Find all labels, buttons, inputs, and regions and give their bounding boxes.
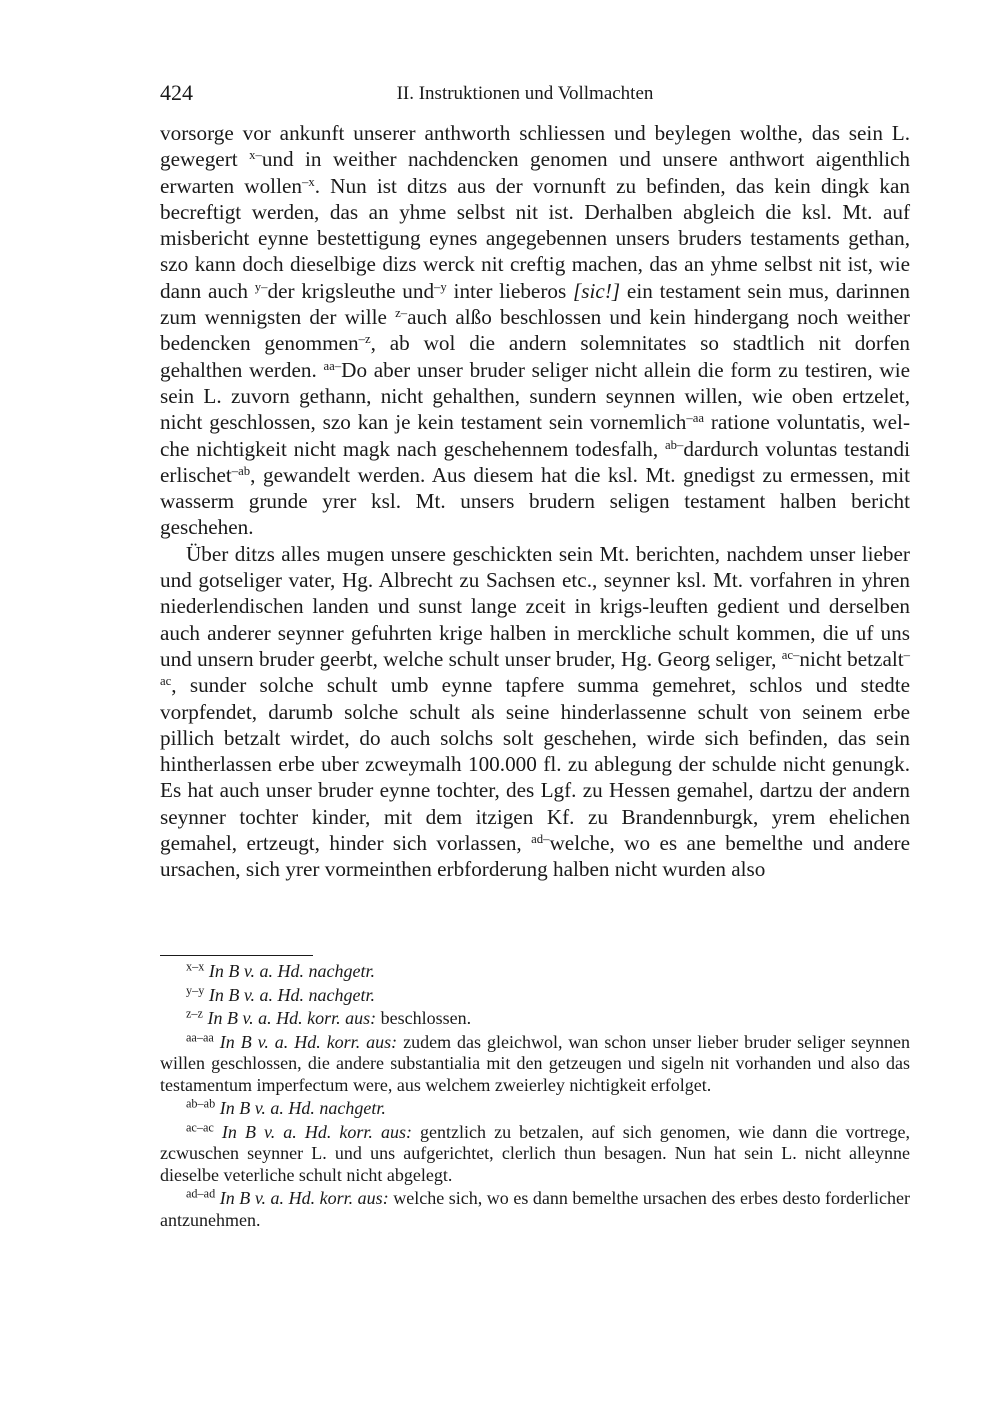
- footnote-mark: z–z: [186, 1006, 203, 1021]
- footnote: [160, 1119, 910, 1187]
- text-run: , ab wol die andern solemnitates so stadtlich nit dorfen gehalthen werden.: [160, 331, 910, 382]
- text-run: und in weither nachdencken genomen und unsere anthwort aigenthlich erwarten wollen: [160, 147, 910, 198]
- text-run: . Nun ist ditzs aus der vornunft zu befinden, das kein dingk kan becreftigt werden, das an yhme selbst nit ist. Derhalben abgleich die ksl. Mt. auf misbericht eynne bestettigung eynes angegebennen unsers bruders testaments gethan, szo kann doch dieselbige dizs werck nit creftig machen, das an yhme selbst nit ist, wie dann auch: [160, 173, 911, 303]
- variant-marker: ab–: [664, 437, 684, 452]
- main-text: [160, 120, 910, 883]
- paragraph-1: [160, 120, 910, 541]
- text-run: vorsorge vor ankunft unserer anthworth schliessen und beylegen wolthe, das sein L. gewegert: [160, 121, 910, 172]
- footnote-mark: y–y: [186, 982, 205, 997]
- footnote-text: welche sich, wo es dann bemelthe ursachen des erbes desto forderlicher antzunehmen.: [160, 1188, 910, 1230]
- footnote-note: In B v. a. Hd. korr. aus:: [219, 1031, 398, 1052]
- variant-marker: x–: [249, 148, 262, 163]
- sic-note: [sic!]: [573, 278, 621, 303]
- footnote-text: gentzlich zu betzalen, auf sich genomen, wie dann die vortrege, zcwuschen seynner L. und uns aufgerichtet, clerlich thun besagen. Nun hat sein L. nicht alleynne dieselbe veterliche schult nicht abgelegt.: [160, 1121, 910, 1185]
- text-run: ratione voluntatis, wel-che nichtigkeit nicht magk nach geschehennem todesfalh,: [160, 410, 911, 461]
- footnote-mark: ab–ab: [186, 1096, 216, 1111]
- footnote-mark: ad–ad: [186, 1186, 216, 1201]
- footnote-mark: ac–ac: [186, 1119, 214, 1134]
- variant-marker: z–: [395, 306, 408, 321]
- footnote: [160, 1008, 910, 1030]
- footnote-mark: aa–aa: [186, 1029, 214, 1044]
- footnote-note: In B v. a. Hd. korr. aus:: [219, 1188, 389, 1208]
- footnote: [160, 1029, 910, 1097]
- text-run: welche, wo es ane bemelthe und andere ursachen, sich yrer vormeinthen erbforderung halben nicht wurden also: [160, 831, 910, 882]
- text-run: Do aber unser bruder seliger nicht allein die form zu testiren, wie sein L. zuvorn gethann, nicht gehalthen, sundern seynnen willen, wie oben ertzelet, nicht geschlossen, szo kan je kein testament sein vornemlich: [160, 357, 910, 435]
- footnote-note: In B v. a. Hd. nachgetr.: [208, 961, 375, 981]
- variant-marker: –aa: [686, 411, 705, 426]
- variant-marker: –z: [358, 332, 371, 347]
- text-run: dardurch voluntas testandi erlischet: [160, 436, 911, 487]
- footnote-note: In B v. a. Hd. korr. aus:: [207, 1008, 377, 1028]
- footnote-rule: [160, 955, 313, 956]
- text-run: Über ditzs alles mugen unsere geschickten sein Mt. berichten, nachdem unser lieber und gotseliger vater, Hg. Albrecht zu Sachsen etc., seynner ksl. Mt. vorfahren in yhren niederlendischen landen und sunst lange zceit in krigs-leuften gedient und derselben auch anderer seynner gefuhrten krige halben in merckliche schult kommen, die uf uns und unsern bruder geerbt, welche schult unser bruder, Hg. Georg seliger,: [160, 541, 910, 671]
- paragraph-2: [160, 541, 910, 883]
- variant-marker: ad–: [531, 832, 550, 847]
- footnote: [160, 982, 910, 1007]
- footnote-note: In B v. a. Hd. korr. aus:: [221, 1121, 412, 1142]
- variant-marker: –x: [301, 174, 315, 189]
- footnote-note: In B v. a. Hd. nachgetr.: [208, 984, 375, 1005]
- text-run: , gewandelt werden. Aus diesem hat die ksl. Mt. gnedigst zu ermessen, mit wasserm grunde yrer ksl. Mt. unsers brudern seligen testament halben bericht geschehen.: [160, 462, 910, 540]
- text-run: ein testament sein mus, darinnen zum wennigsten der wille: [160, 278, 911, 330]
- text-run: nicht betzalt: [799, 646, 904, 671]
- running-head: II. Instruktionen und Vollmachten: [396, 83, 654, 104]
- variant-marker: –ab: [231, 463, 251, 478]
- footnote-note: In B v. a. Hd. nachgetr.: [219, 1098, 386, 1118]
- text-run: , sunder solche schult umb eynne tapfere summa gemehret, schlos und stedte vorpfendet, darumb solche schult als seine hinderlassenne schult von seinem erbe pillich betzalt wirdet, do auch solchs solt geschehen, wirde sich befinden, das sein hintherlassen erbe uber zcweymalh 100.000 fl. zu ablegung der schulde nicht genungk. Es hat auch unser bruder eynne tochter, des Lgf. zu Hessen gemahel, dartzu der andern seynner tochter kinder, mit dem itzigen Kf. zu Brandennburgk, yrem ehelichen gemahel, ertzeugt, hinder sich vorlassen,: [160, 673, 910, 856]
- footnote-text: beschlossen.: [376, 1008, 472, 1028]
- footnote-text: zudem das gleichwol, wan schon unser lieber bruder seliger seynnen willen geschlossen, die andere substantialia mit den getzeugen und sigeln nit vorhanden und also das testamentum imperfectum were, aus welchem zweierley nichtigkeit erfolget.: [160, 1031, 910, 1095]
- footnote: [160, 1188, 910, 1231]
- text-run: auch alßo beschlossen und kein hindergang noch weither bedencken genommen: [160, 305, 910, 356]
- footnote: [160, 1098, 910, 1120]
- footnote-mark: x–x: [186, 959, 205, 974]
- footnotes: [160, 961, 910, 1233]
- text-run: der krigsleuthe und: [267, 278, 435, 303]
- variant-marker: aa–: [323, 358, 342, 373]
- footnote: [160, 961, 910, 983]
- page-number: 424: [160, 80, 193, 105]
- text-run: inter lieberos: [446, 278, 574, 303]
- variant-marker: ac–: [781, 647, 800, 662]
- variant-marker: –ac: [160, 647, 910, 689]
- variant-marker: –y: [434, 279, 447, 294]
- variant-marker: y–: [254, 279, 268, 294]
